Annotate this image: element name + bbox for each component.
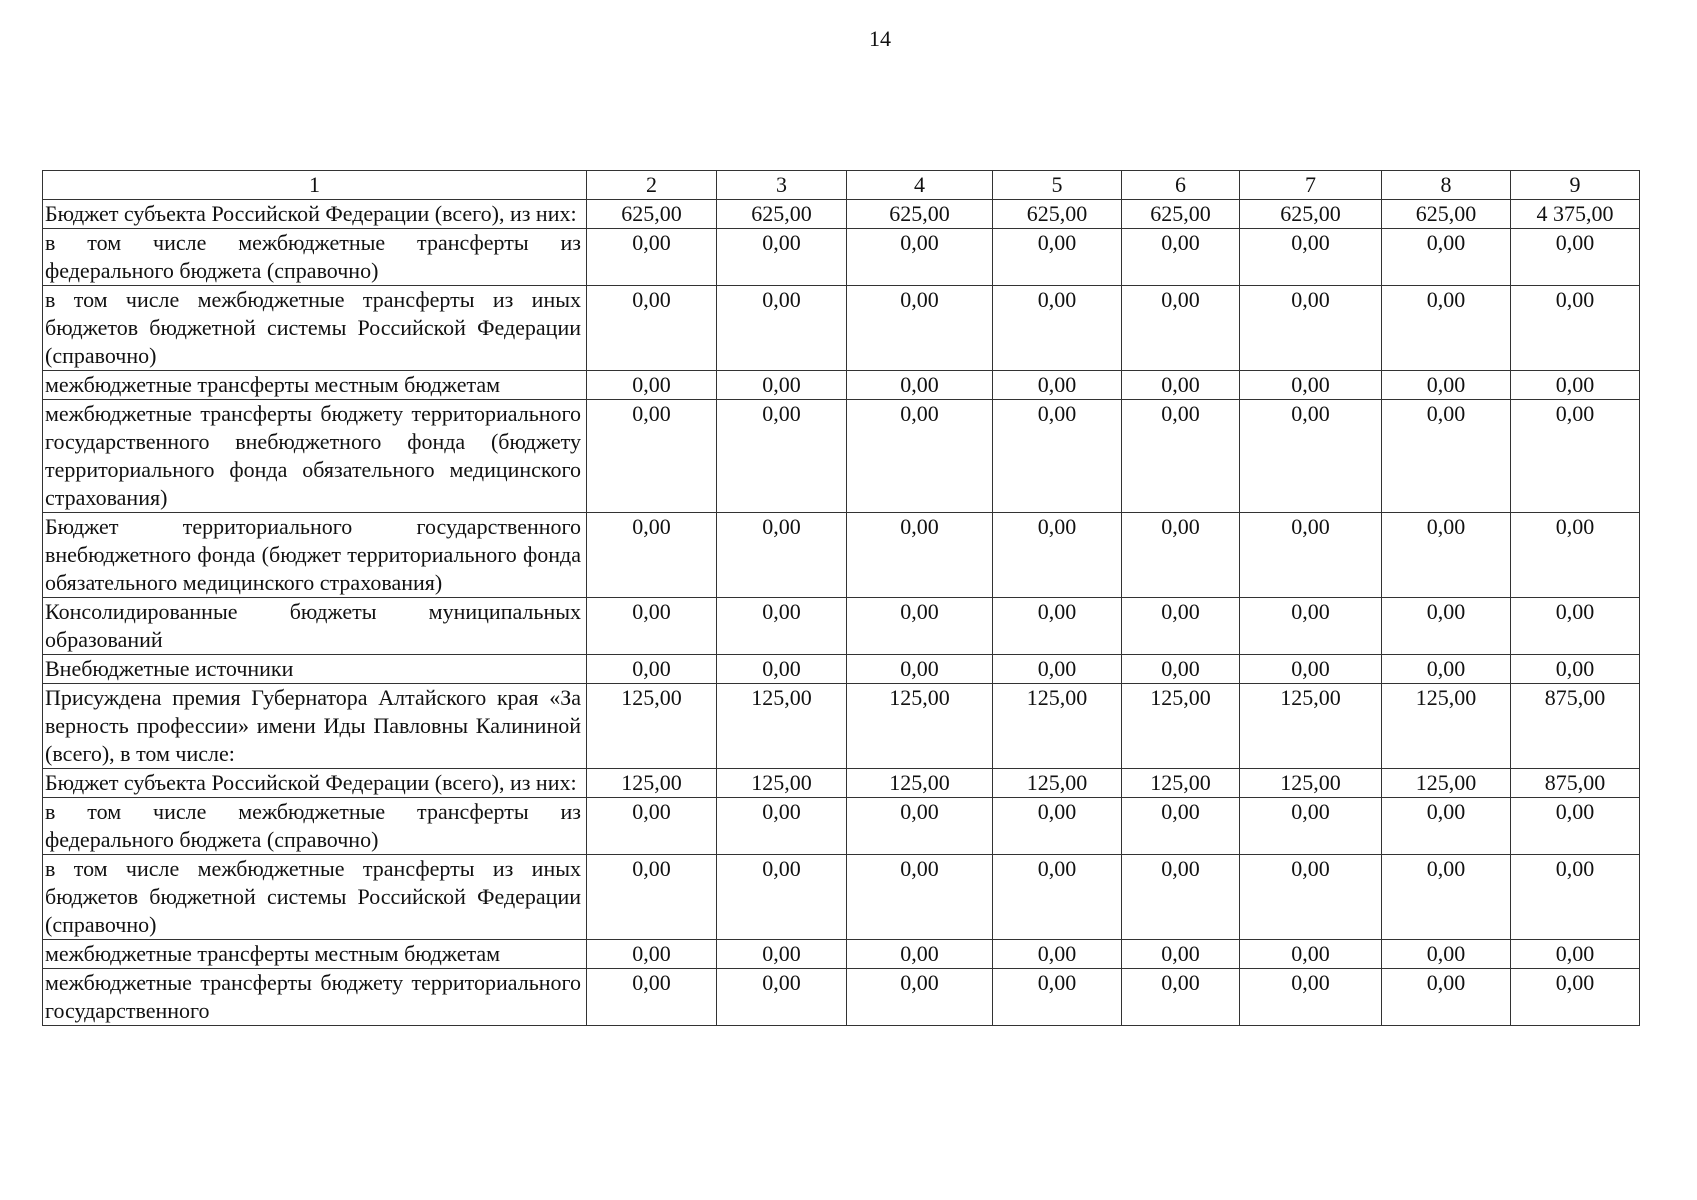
cell-value: 0,00 [993, 855, 1122, 940]
cell-value: 0,00 [717, 855, 847, 940]
cell-value: 625,00 [717, 200, 847, 229]
cell-value: 0,00 [1382, 513, 1511, 598]
cell-value: 0,00 [587, 286, 717, 371]
cell-value: 0,00 [587, 655, 717, 684]
column-header-1: 1 [43, 171, 587, 200]
cell-value: 625,00 [847, 200, 993, 229]
cell-value: 0,00 [1382, 655, 1511, 684]
cell-value: 0,00 [1511, 798, 1640, 855]
cell-value: 0,00 [1240, 400, 1382, 513]
row-label: межбюджетные трансферты местным бюджетам [43, 940, 587, 969]
cell-value: 0,00 [587, 513, 717, 598]
table-row [43, 598, 1640, 655]
column-header-4: 4 [847, 171, 993, 200]
table-body [43, 200, 1640, 1026]
cell-value: 125,00 [1240, 684, 1382, 769]
table-row [43, 969, 1640, 1026]
row-label: в том числе межбюджетные трансферты из иных бюджетов бюджетной системы Российской Федерации (справочно) [43, 286, 587, 371]
row-label: в том числе межбюджетные трансферты из иных бюджетов бюджетной системы Российской Федерации (справочно) [43, 855, 587, 940]
cell-value: 125,00 [993, 684, 1122, 769]
cell-value: 0,00 [717, 286, 847, 371]
cell-value: 0,00 [1511, 855, 1640, 940]
cell-value: 0,00 [847, 371, 993, 400]
cell-value: 0,00 [1240, 513, 1382, 598]
cell-value: 625,00 [1122, 200, 1240, 229]
cell-value: 0,00 [587, 400, 717, 513]
cell-value: 0,00 [1511, 598, 1640, 655]
cell-value: 0,00 [1122, 286, 1240, 371]
row-label: Присуждена премия Губернатора Алтайского края «За верность профессии» имени Иды Павловны Калининой (всего), в том числе: [43, 684, 587, 769]
column-header-5: 5 [993, 171, 1122, 200]
cell-value: 0,00 [1511, 400, 1640, 513]
table-row [43, 371, 1640, 400]
cell-value: 0,00 [1382, 371, 1511, 400]
row-label: межбюджетные трансферты бюджету территориального государственного [43, 969, 587, 1026]
cell-value: 0,00 [1240, 855, 1382, 940]
cell-value: 625,00 [1240, 200, 1382, 229]
row-label: Бюджет территориального государственного внебюджетного фонда (бюджет территориального фонда обязательного медицинского страхования) [43, 513, 587, 598]
cell-value: 0,00 [1240, 969, 1382, 1026]
cell-value: 0,00 [1122, 655, 1240, 684]
cell-value: 0,00 [1122, 371, 1240, 400]
column-header-7: 7 [1240, 171, 1382, 200]
cell-value: 0,00 [587, 855, 717, 940]
cell-value: 0,00 [1240, 940, 1382, 969]
cell-value: 0,00 [847, 400, 993, 513]
cell-value: 125,00 [1122, 769, 1240, 798]
cell-value: 0,00 [717, 229, 847, 286]
table-row [43, 855, 1640, 940]
column-header-9: 9 [1511, 171, 1640, 200]
cell-value: 125,00 [847, 769, 993, 798]
cell-value: 0,00 [1511, 969, 1640, 1026]
cell-value: 0,00 [1240, 598, 1382, 655]
cell-value: 125,00 [1122, 684, 1240, 769]
row-label: Бюджет субъекта Российской Федерации (всего), из них: [43, 200, 587, 229]
cell-value: 0,00 [1122, 855, 1240, 940]
cell-value: 0,00 [1511, 286, 1640, 371]
cell-value: 0,00 [587, 598, 717, 655]
cell-value: 0,00 [1122, 513, 1240, 598]
table-row [43, 655, 1640, 684]
cell-value: 125,00 [587, 769, 717, 798]
cell-value: 0,00 [717, 513, 847, 598]
cell-value: 0,00 [587, 940, 717, 969]
table-row [43, 286, 1640, 371]
cell-value: 0,00 [847, 286, 993, 371]
column-header-3: 3 [717, 171, 847, 200]
table-row [43, 798, 1640, 855]
table-row [43, 229, 1640, 286]
cell-value: 0,00 [587, 371, 717, 400]
column-header-6: 6 [1122, 171, 1240, 200]
cell-value: 0,00 [1240, 798, 1382, 855]
cell-value: 875,00 [1511, 684, 1640, 769]
cell-value: 0,00 [717, 598, 847, 655]
column-header-8: 8 [1382, 171, 1511, 200]
cell-value: 0,00 [847, 940, 993, 969]
cell-value: 0,00 [993, 940, 1122, 969]
cell-value: 0,00 [717, 969, 847, 1026]
cell-value: 0,00 [717, 655, 847, 684]
cell-value: 125,00 [587, 684, 717, 769]
cell-value: 0,00 [717, 400, 847, 513]
cell-value: 0,00 [1511, 513, 1640, 598]
cell-value: 0,00 [993, 371, 1122, 400]
column-header-2: 2 [587, 171, 717, 200]
cell-value: 0,00 [847, 969, 993, 1026]
cell-value: 0,00 [847, 655, 993, 684]
cell-value: 0,00 [847, 513, 993, 598]
row-label: Консолидированные бюджеты муниципальных образований [43, 598, 587, 655]
cell-value: 0,00 [847, 855, 993, 940]
cell-value: 875,00 [1511, 769, 1640, 798]
cell-value: 125,00 [1382, 769, 1511, 798]
cell-value: 0,00 [993, 598, 1122, 655]
cell-value: 0,00 [847, 229, 993, 286]
cell-value: 0,00 [1240, 286, 1382, 371]
cell-value: 0,00 [847, 798, 993, 855]
cell-value: 125,00 [847, 684, 993, 769]
cell-value: 0,00 [993, 229, 1122, 286]
cell-value: 0,00 [717, 940, 847, 969]
cell-value: 4 375,00 [1511, 200, 1640, 229]
cell-value: 0,00 [1511, 940, 1640, 969]
cell-value: 0,00 [1122, 969, 1240, 1026]
row-label: Бюджет субъекта Российской Федерации (всего), из них: [43, 769, 587, 798]
cell-value: 0,00 [1122, 940, 1240, 969]
cell-value: 0,00 [993, 969, 1122, 1026]
cell-value: 0,00 [1240, 229, 1382, 286]
page-number: 14 [869, 26, 891, 51]
cell-value: 0,00 [1382, 969, 1511, 1026]
table-row [43, 940, 1640, 969]
cell-value: 0,00 [1382, 598, 1511, 655]
table-row [43, 769, 1640, 798]
cell-value: 0,00 [1122, 229, 1240, 286]
cell-value: 125,00 [993, 769, 1122, 798]
cell-value: 0,00 [1240, 655, 1382, 684]
cell-value: 0,00 [993, 286, 1122, 371]
row-label: в том числе межбюджетные трансферты из федерального бюджета (справочно) [43, 229, 587, 286]
cell-value: 0,00 [993, 400, 1122, 513]
cell-value: 125,00 [717, 769, 847, 798]
table-row [43, 684, 1640, 769]
cell-value: 0,00 [1382, 286, 1511, 371]
cell-value: 0,00 [1511, 655, 1640, 684]
cell-value: 625,00 [1382, 200, 1511, 229]
cell-value: 0,00 [1122, 598, 1240, 655]
cell-value: 625,00 [587, 200, 717, 229]
cell-value: 0,00 [993, 798, 1122, 855]
cell-value: 0,00 [1382, 940, 1511, 969]
cell-value: 0,00 [993, 655, 1122, 684]
cell-value: 0,00 [587, 798, 717, 855]
row-label: межбюджетные трансферты бюджету территориального государственного внебюджетного фонда (бюджету территориального фонда обязательного медицинского страхования) [43, 400, 587, 513]
row-label: Внебюджетные источники [43, 655, 587, 684]
cell-value: 0,00 [1240, 371, 1382, 400]
cell-value: 0,00 [587, 229, 717, 286]
cell-value: 0,00 [1382, 798, 1511, 855]
row-label: в том числе межбюджетные трансферты из федерального бюджета (справочно) [43, 798, 587, 855]
cell-value: 0,00 [1511, 229, 1640, 286]
cell-value: 125,00 [717, 684, 847, 769]
table-row [43, 200, 1640, 229]
cell-value: 0,00 [993, 513, 1122, 598]
cell-value: 625,00 [993, 200, 1122, 229]
cell-value: 125,00 [1382, 684, 1511, 769]
header-row [43, 171, 1640, 200]
row-label: межбюджетные трансферты местным бюджетам [43, 371, 587, 400]
cell-value: 0,00 [717, 798, 847, 855]
cell-value: 0,00 [1511, 371, 1640, 400]
table-row [43, 400, 1640, 513]
budget-table [42, 170, 1640, 1026]
cell-value: 0,00 [717, 371, 847, 400]
cell-value: 0,00 [1382, 229, 1511, 286]
cell-value: 0,00 [847, 598, 993, 655]
cell-value: 0,00 [1122, 400, 1240, 513]
cell-value: 0,00 [1382, 400, 1511, 513]
table-row [43, 513, 1640, 598]
cell-value: 0,00 [587, 969, 717, 1026]
cell-value: 125,00 [1240, 769, 1382, 798]
cell-value: 0,00 [1122, 798, 1240, 855]
cell-value: 0,00 [1382, 855, 1511, 940]
